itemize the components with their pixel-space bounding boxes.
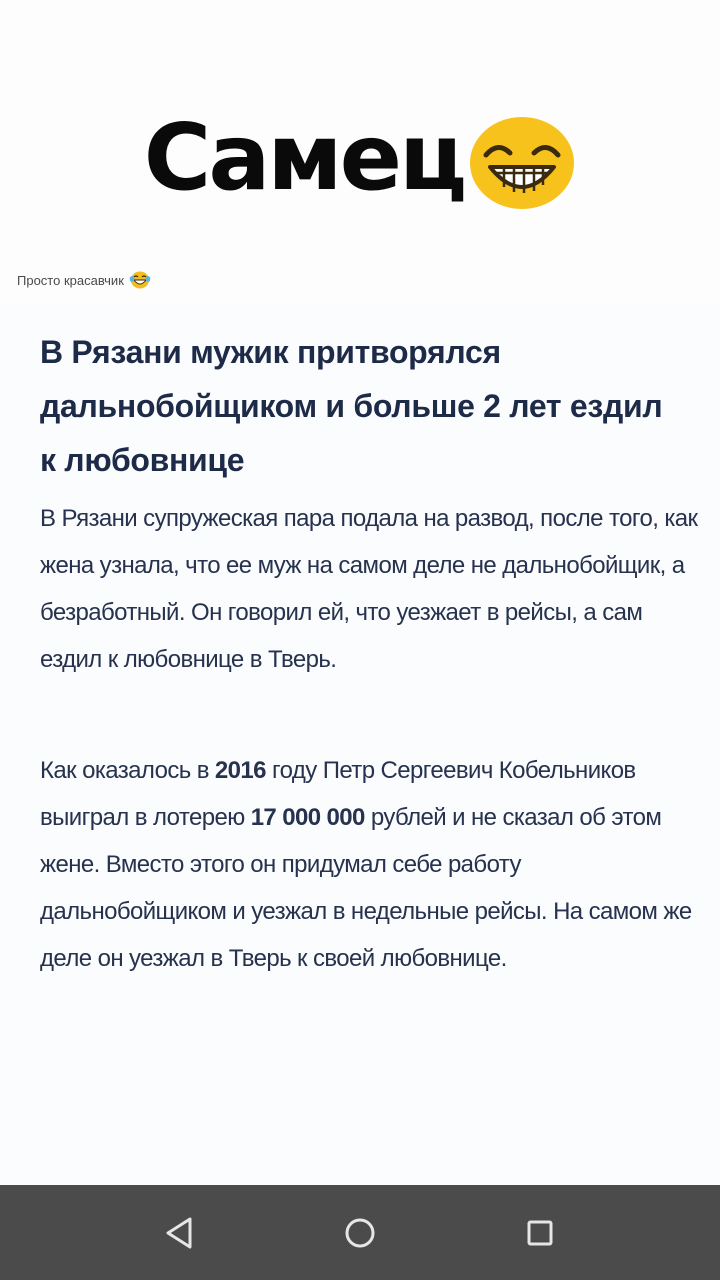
meme-title (0, 98, 720, 218)
tears-of-joy-icon (129, 270, 151, 290)
android-navigation-bar (0, 1185, 720, 1280)
grinning-face-icon (468, 115, 576, 211)
home-icon[interactable] (336, 1209, 384, 1257)
article-headline: В Рязани мужик притворялся дальнобойщиком и больше 2 лет ездил к любовнице (40, 334, 663, 478)
meme-title-text: Самец (143, 104, 465, 211)
post-caption-text: Просто красавчик (17, 272, 124, 288)
recents-icon[interactable] (516, 1209, 564, 1257)
news-article (0, 305, 720, 1185)
paragraph-2-part-1: Как оказалось в (40, 757, 215, 784)
lottery-year: 2016 (214, 757, 266, 784)
paragraph-2-part-3: рублей и не сказал об этом жене. Вместо этого он придумал себе работу дальнобойщиком и уезжал в недельные рейсы. На самом же деле он уезжал в Тверь к своей любовнице. (40, 804, 692, 972)
lottery-amount: 17 000 000 (250, 804, 365, 831)
paragraph-2-part-2: году Петр Сергеевич Кобельников выиграл в лотерею (40, 757, 636, 831)
post-caption (17, 270, 151, 290)
article-paragraph-1: В Рязани супружеская пара подала на развод, после того, как жена узнала, что ее муж на самом деле не дальнобойщик, а безработный. Он говорил ей, что уезжает в рейсы, а сам ездил к любовнице в Тверь. (40, 505, 698, 673)
back-icon[interactable] (156, 1209, 204, 1257)
article-paragraph-2 (40, 747, 710, 982)
